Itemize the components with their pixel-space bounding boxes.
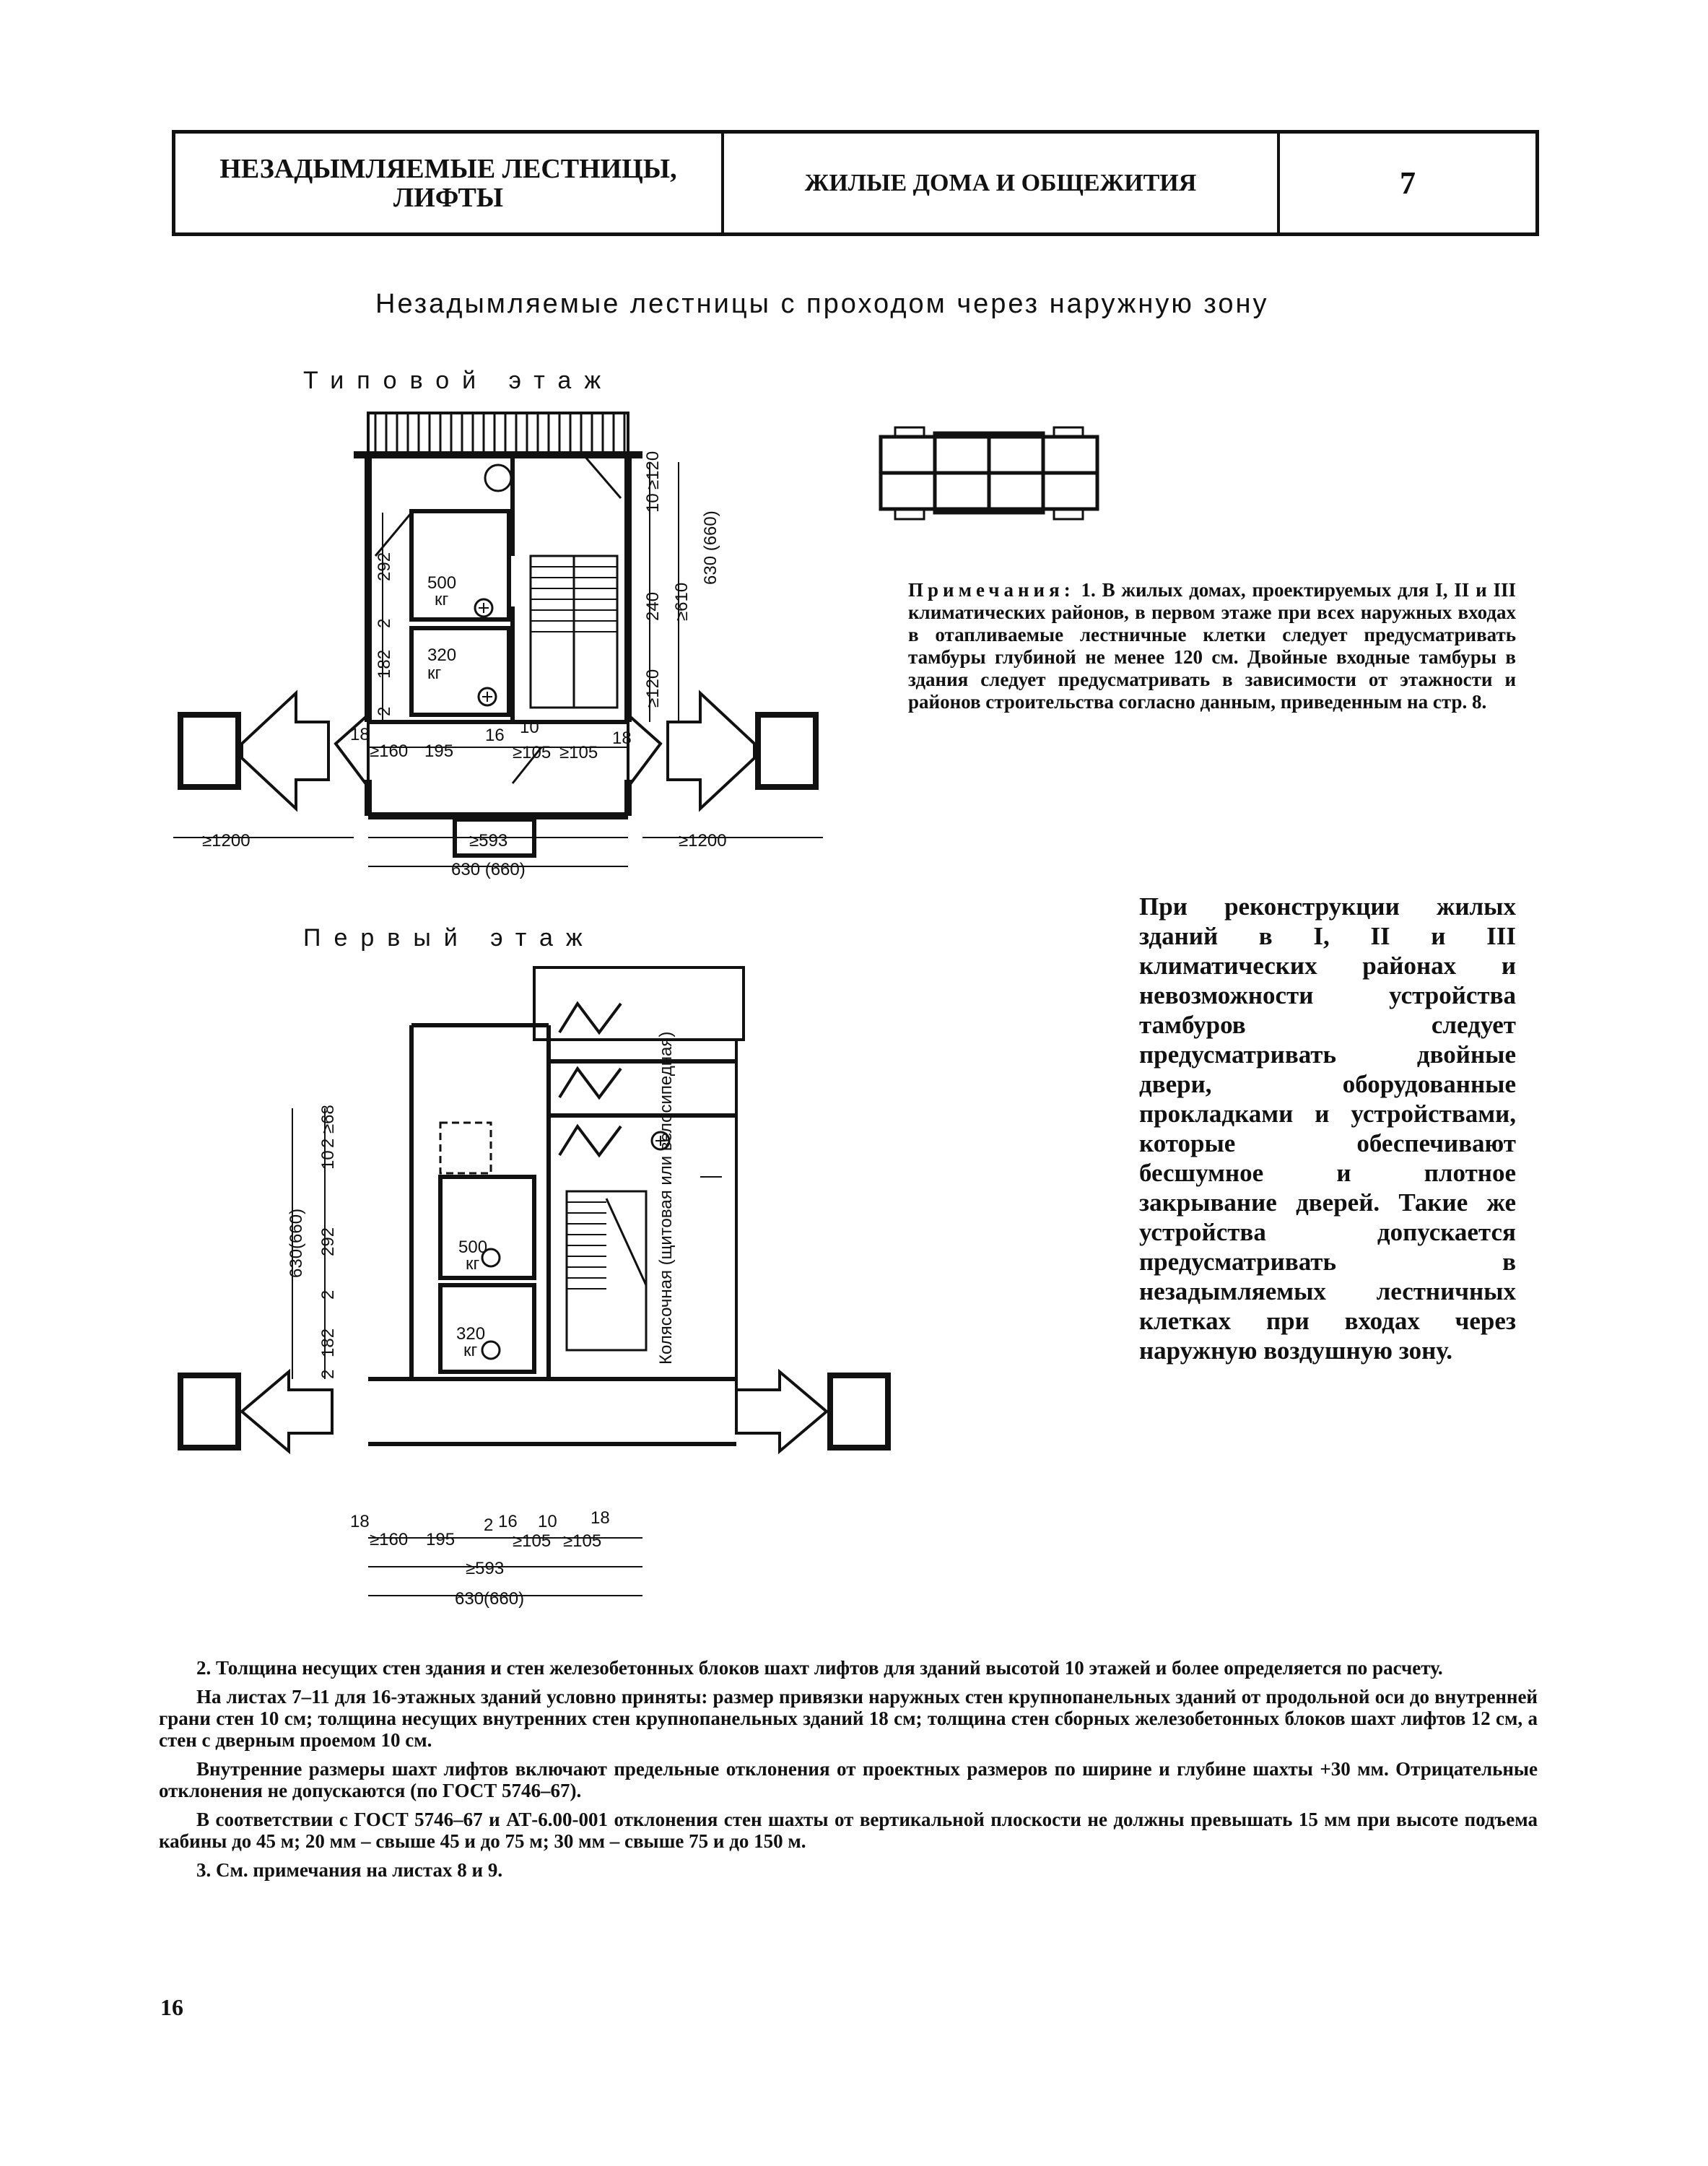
first-dim-2c: 2 bbox=[318, 1369, 338, 1379]
dim-120a: ≥120 bbox=[643, 451, 663, 490]
first-dim-593: ≥593 bbox=[466, 1559, 505, 1578]
bottom-note-5: 3. См. примечания на листах 8 и 9. bbox=[196, 1859, 503, 1881]
bottom-note-3: Внутренние размеры шахт лифтов включают предельные отклонения от проектных размеров по ширине и глубине шахты +30 мм. Отрицательные отклонения не допускаются (по ГОСТ 5746–67). bbox=[159, 1758, 1538, 1801]
dim-1200a: ≥1200 bbox=[202, 831, 250, 851]
dim-593: ≥593 bbox=[469, 831, 508, 851]
first-dim-630h: 630(660) bbox=[455, 1589, 525, 1609]
dim-18b: 18 bbox=[612, 728, 632, 748]
notes-text: 1. В жилых домах, проектируемых для I, II и III климатических районов, в первом этаже при всех наружных входах в отапливаемые лестничные клетки следует предусматривать тамбуры глубиной не менее 120 см. Двойные входные тамбуры в здания следует предусматривать в зависимости от этажности и районов строительства согласно данным, приведенным на стр. 8. bbox=[908, 579, 1516, 713]
dim-292: 292 bbox=[375, 552, 394, 581]
dim-182: 182 bbox=[375, 649, 394, 679]
dim-105b: ≥105 bbox=[559, 743, 598, 762]
bottom-note-2: На листах 7–11 для 16-этажных зданий условно приняты: размер привязки наружных стен крупнопанельных зданий от продольной оси до внутренней грани стен 10 см; толщина несущих внутренних стен крупнопанельных зданий 18 см; толщина стен сборных железобетонных блоков шахт лифтов 12 см, а стен с дверным проемом 10 см. bbox=[159, 1686, 1538, 1751]
dim-105a: ≥105 bbox=[513, 743, 552, 762]
first-dim-182: 182 bbox=[318, 1328, 338, 1357]
sheet-number: 7 bbox=[1400, 165, 1416, 201]
typical-lift-320-unit: кг bbox=[427, 664, 442, 683]
typical-floor-plan bbox=[173, 404, 823, 895]
first-dim-105b: ≥105 bbox=[563, 1531, 602, 1551]
dim-18a: 18 bbox=[350, 725, 370, 744]
typical-lift-320: 320 bbox=[427, 645, 457, 665]
page-subtitle: Незадымляемые лестницы с проходом через наружную зону bbox=[375, 289, 1269, 319]
dim-120b: ≥120 bbox=[643, 669, 663, 708]
page-number: 16 bbox=[160, 1994, 183, 2020]
first-lift-500-unit: кг bbox=[466, 1254, 480, 1274]
first-dim-160: ≥160 bbox=[370, 1530, 409, 1549]
first-lift-320: 320 bbox=[456, 1324, 486, 1344]
bottom-notes bbox=[159, 1657, 1538, 1888]
category-title: ЖИЛЫЕ ДОМА И ОБЩЕЖИТИЯ bbox=[724, 134, 1280, 232]
first-floor-label: Первый этаж bbox=[303, 924, 596, 952]
dim-10v: 10 bbox=[643, 493, 663, 513]
first-dim-195: 195 bbox=[426, 1530, 456, 1549]
first-dim-10h: 10 bbox=[538, 1512, 557, 1531]
stroller-room-label: Колясочная (щитовая или велосипедная) bbox=[656, 1031, 676, 1365]
typical-lift-500-unit: кг bbox=[435, 590, 449, 609]
typical-lift-500: 500 bbox=[427, 573, 457, 593]
first-dim-2d: 2 bbox=[484, 1515, 494, 1535]
dim-16: 16 bbox=[485, 726, 505, 745]
dim-160: ≥160 bbox=[370, 741, 409, 761]
reconstruction-note: При реконструкции жилых зданий в I, II и III климатических районах и невозможности устройства тамбуров следует предусматривать двойные двери, оборудованные прокладками и устройствами, которые обеспечивают бесшумное и плотное закрывание дверей. Такие же устройства допускается предусматривать в незадымляемых лестничных клетках при входах через наружную воздушную зону. bbox=[1139, 892, 1516, 1365]
first-dim-10: 10 bbox=[318, 1150, 338, 1170]
first-lift-320-unit: кг bbox=[463, 1341, 478, 1360]
typical-floor-label: Типовой этаж bbox=[303, 367, 614, 394]
first-floor-plan bbox=[173, 960, 895, 1617]
dim-630v: 630 (660) bbox=[701, 510, 720, 585]
dim-630h: 630 (660) bbox=[451, 860, 526, 879]
section-title: НЕЗАДЫМЛЯЕМЫЕ ЛЕСТНИЦЫ, ЛИФТЫ bbox=[175, 134, 724, 232]
first-dim-292: 292 bbox=[318, 1227, 338, 1256]
first-lift-500: 500 bbox=[458, 1238, 488, 1257]
dim-240: 240 bbox=[643, 591, 663, 621]
first-dim-18a: 18 bbox=[350, 1512, 370, 1531]
first-dim-68: ≥68 bbox=[318, 1105, 338, 1134]
header-table bbox=[172, 130, 1539, 236]
key-plan bbox=[873, 419, 1104, 527]
dim-195: 195 bbox=[424, 741, 454, 761]
bottom-note-4: В соответствии с ГОСТ 5746–67 и АТ-6.00-001 отклонения стен шахты от вертикальной плоскости не должны превышать 15 мм при высоте подъема кабины до 45 м; 20 мм – свыше 45 и до 75 м; 30 мм – свыше 75 и до 150 м. bbox=[159, 1809, 1538, 1852]
first-dim-2a: 2 bbox=[318, 1138, 338, 1148]
first-dim-630v: 630(660) bbox=[287, 1208, 306, 1278]
bottom-note-1: 2. Толщина несущих стен здания и стен железобетонных блоков шахт лифтов для зданий высотой 10 этажей и более определяется по расчету. bbox=[196, 1657, 1443, 1679]
dim-2b: 2 bbox=[375, 706, 394, 716]
dim-1200b: ≥1200 bbox=[679, 831, 727, 851]
notes-heading: Примечания: bbox=[908, 579, 1075, 601]
first-dim-105a: ≥105 bbox=[513, 1531, 552, 1551]
notes-block bbox=[908, 579, 1516, 713]
first-dim-2b: 2 bbox=[318, 1289, 338, 1300]
first-dim-18b: 18 bbox=[591, 1508, 610, 1528]
dim-2a: 2 bbox=[375, 618, 394, 628]
first-dim-16: 16 bbox=[498, 1512, 518, 1531]
dim-10: 10 bbox=[520, 718, 539, 737]
dim-610: ≥610 bbox=[672, 582, 692, 621]
